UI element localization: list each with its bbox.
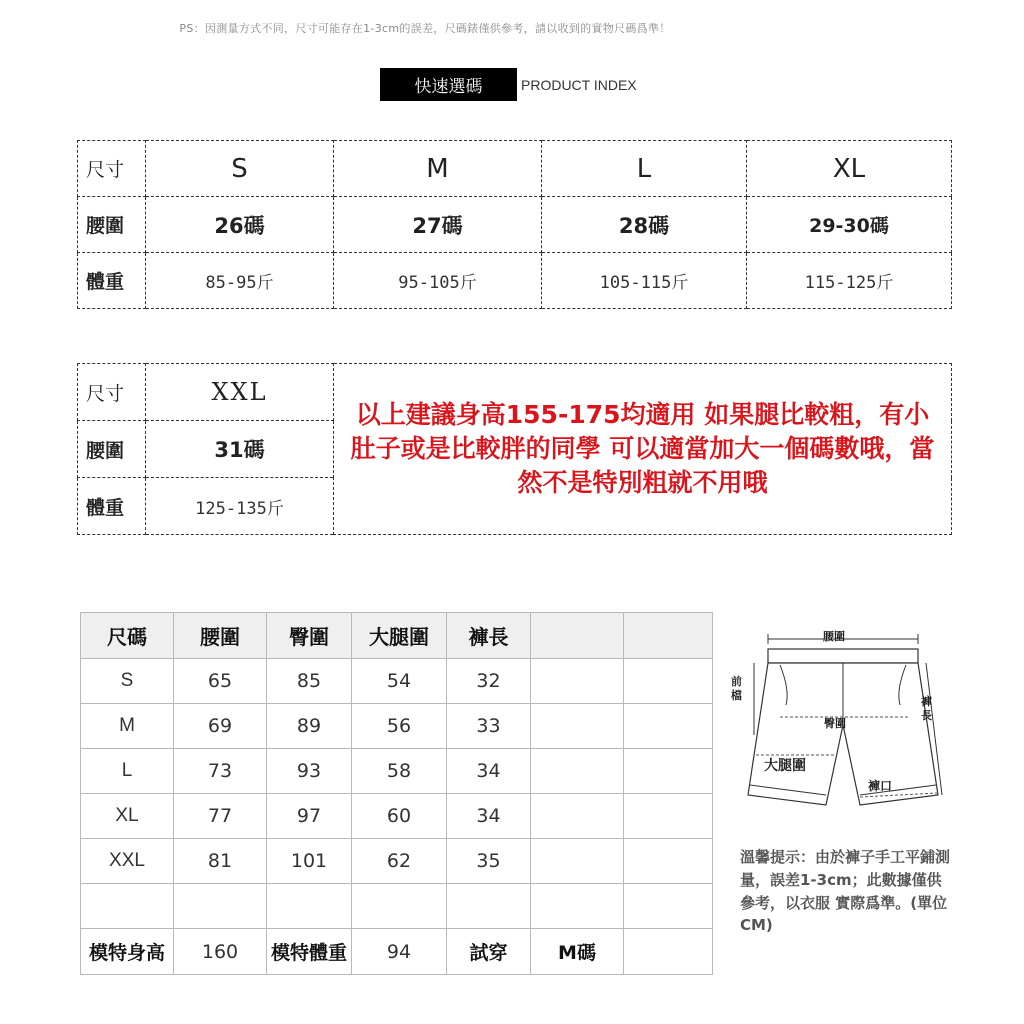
waist-cell: 29-30碼 xyxy=(747,197,952,253)
row-label-size: 尺寸 xyxy=(78,141,146,197)
weight-cell: 105-115斤 xyxy=(542,253,747,309)
weight-cell: 115-125斤 xyxy=(747,253,952,309)
shorts-measurement-diagram xyxy=(728,625,948,825)
measurement-cell xyxy=(447,884,531,929)
weight-row xyxy=(78,253,952,309)
waist-cell: 27碼 xyxy=(334,197,542,253)
hem-label: 褲口 xyxy=(868,779,893,793)
measurement-cell: 81 xyxy=(174,839,267,884)
header-cell: 腰圍 xyxy=(174,613,267,659)
table-row xyxy=(81,839,713,884)
measurement-cell: 35 xyxy=(447,839,531,884)
size-cell xyxy=(81,884,174,929)
size-cell: XXL xyxy=(146,364,334,421)
weight-cell: 85-95斤 xyxy=(146,253,334,309)
waist-cell: 31碼 xyxy=(146,421,334,478)
xxl-size-table xyxy=(77,363,952,535)
measurement-cell: 89 xyxy=(267,704,352,749)
row-label-waist: 腰圍 xyxy=(78,197,146,253)
measurement-cell: 34 xyxy=(447,749,531,794)
table-row xyxy=(81,884,713,929)
quick-size-title: 快速選碼 xyxy=(380,68,517,101)
measurement-cell xyxy=(531,704,624,749)
measurement-cell xyxy=(531,884,624,929)
size-guide-table xyxy=(77,140,952,309)
table-row xyxy=(81,659,713,704)
table-row xyxy=(81,704,713,749)
size-cell: XL xyxy=(747,141,952,197)
measurement-cell xyxy=(624,704,713,749)
header-cell: 臀圍 xyxy=(267,613,352,659)
measurement-cell xyxy=(174,884,267,929)
measurement-cell: 33 xyxy=(447,704,531,749)
row-label-weight: 體重 xyxy=(78,478,146,535)
model-weight-label: 模特體重 xyxy=(267,929,352,975)
measurement-cell: 97 xyxy=(267,794,352,839)
try-on-label: 試穿 xyxy=(447,929,531,975)
table-row xyxy=(81,794,713,839)
measurement-cell xyxy=(624,659,713,704)
waist-cell: 28碼 xyxy=(542,197,747,253)
measurement-cell: 62 xyxy=(352,839,447,884)
waist-cell: 26碼 xyxy=(146,197,334,253)
size-cell: M xyxy=(334,141,542,197)
header-cell: 大腿圍 xyxy=(352,613,447,659)
measurement-cell xyxy=(267,884,352,929)
table-row xyxy=(81,749,713,794)
measurement-cell xyxy=(624,839,713,884)
measurement-cell xyxy=(352,884,447,929)
weight-cell: 125-135斤 xyxy=(146,478,334,535)
size-cell: S xyxy=(81,659,174,704)
measurement-cell xyxy=(624,884,713,929)
measurement-cell: 60 xyxy=(352,794,447,839)
measurement-cell: 58 xyxy=(352,749,447,794)
waist-row xyxy=(78,197,952,253)
measurement-cell: 77 xyxy=(174,794,267,839)
measurement-cell xyxy=(531,659,624,704)
measurement-cell: 54 xyxy=(352,659,447,704)
measurement-cell: 34 xyxy=(447,794,531,839)
model-height-label: 模特身高 xyxy=(81,929,174,975)
measurement-cell: 69 xyxy=(174,704,267,749)
model-weight-value: 94 xyxy=(352,929,447,975)
header-cell xyxy=(531,613,624,659)
measurement-cell: 32 xyxy=(447,659,531,704)
thigh-label: 大腿圍 xyxy=(764,758,806,774)
size-row xyxy=(78,141,952,197)
row-label-waist: 腰圍 xyxy=(78,421,146,478)
measurement-cell xyxy=(531,749,624,794)
header-cell: 尺碼 xyxy=(81,613,174,659)
product-index-subtitle: PRODUCT INDEX xyxy=(521,76,637,93)
size-cell: XL xyxy=(81,794,174,839)
row-label-size: 尺寸 xyxy=(78,364,146,421)
measurement-cell xyxy=(531,839,624,884)
measurement-table xyxy=(80,612,713,975)
try-on-value: M碼 xyxy=(531,929,624,975)
length-label: 褲長 xyxy=(921,695,932,723)
table-header-row xyxy=(81,613,713,659)
size-cell: M xyxy=(81,704,174,749)
size-cell: L xyxy=(542,141,747,197)
size-cell: S xyxy=(146,141,334,197)
weight-cell: 95-105斤 xyxy=(334,253,542,309)
model-height-value: 160 xyxy=(174,929,267,975)
size-row xyxy=(78,364,952,421)
measurement-note: PS：因測量方式不同，尺寸可能存在1-3cm的誤差，尺碼錶僅供參考，請以收到的實物尺碼爲準！ xyxy=(179,22,671,35)
measurement-cell: 73 xyxy=(174,749,267,794)
measurement-cell: 85 xyxy=(267,659,352,704)
size-cell: XXL xyxy=(81,839,174,884)
product-index-header xyxy=(380,68,637,101)
header-cell xyxy=(624,613,713,659)
measurement-cell: 101 xyxy=(267,839,352,884)
measurement-cell: 65 xyxy=(174,659,267,704)
size-cell: L xyxy=(81,749,174,794)
row-label-weight: 體重 xyxy=(78,253,146,309)
measurement-cell xyxy=(624,794,713,839)
header-cell: 褲長 xyxy=(447,613,531,659)
front-rise-label: 前檔 xyxy=(731,675,742,703)
measurement-cell: 93 xyxy=(267,749,352,794)
hip-label: 臀圍 xyxy=(824,717,846,730)
empty-cell xyxy=(624,929,713,975)
waist-label: 腰圍 xyxy=(823,630,845,643)
size-advice-note: 以上建議身高155-175均適用 如果腿比較粗，有小肚子或是比較胖的同學 可以適當加大一個碼數哦，當然不是特別粗就不用哦 xyxy=(334,364,952,535)
warm-tip-note: 溫馨提示：由於褲子手工平鋪測量，誤差1-3cm；此數據僅供參考，以衣服 實際爲準。(單位CM) xyxy=(740,848,951,935)
measurement-cell xyxy=(624,749,713,794)
model-info-row xyxy=(81,929,713,975)
measurement-cell: 56 xyxy=(352,704,447,749)
measurement-cell xyxy=(531,794,624,839)
